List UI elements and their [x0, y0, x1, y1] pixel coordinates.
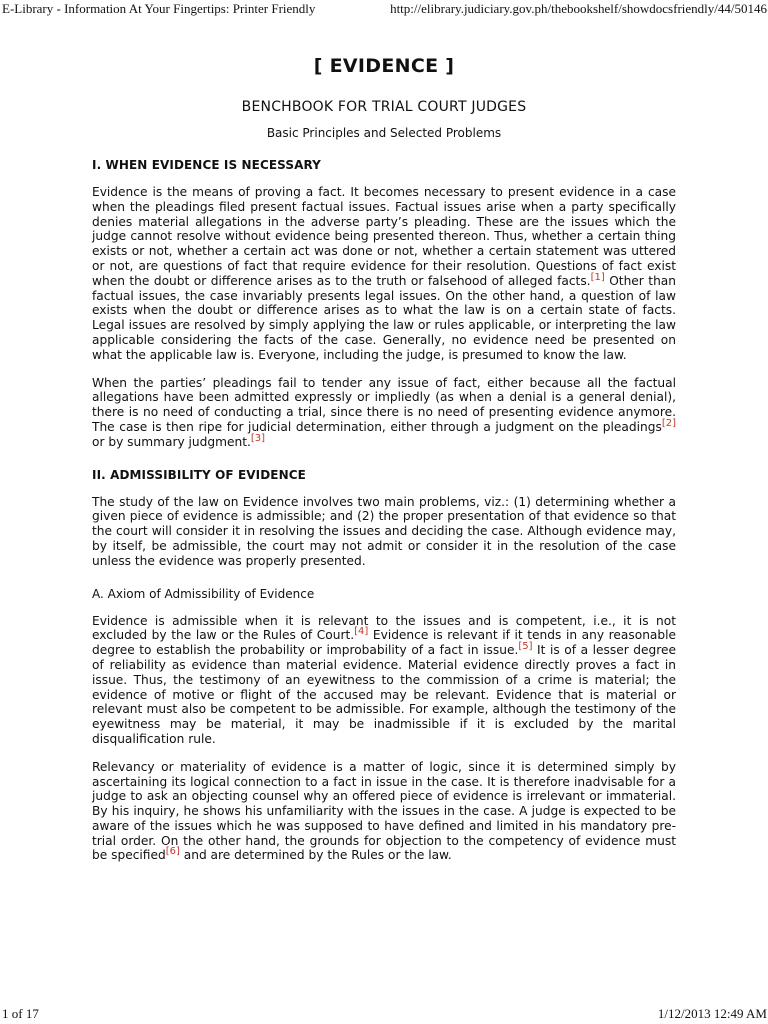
- paragraph-2: [92, 376, 676, 450]
- paragraph-4-text-a: Evidence is admissible when it is relevant to the issues and is competent, i.e., it is not excluded by the law or the Rules of Court.: [92, 613, 676, 643]
- paragraph-4-text-c: It is of a lesser degree of reliability as evidence than material evidence. Material evidence directly proves a fact in issue. Thus, the testimony of an eyewitness to the commission of a crime is material; the evidence of motive or flight of the accused may be relevant. Evidence that is material or relevant must also be competent to be admissible. For example, although the testimony of the eyewitness may be material, it may be inadmissible if it is excluded by the marital disqualification rule.: [92, 643, 676, 746]
- paragraph-5: [92, 760, 676, 864]
- paragraph-5-text-b: and are determined by the Rules or the law.: [179, 848, 452, 863]
- subsection-heading-axiom: A. Axiom of Admissibility of Evidence: [92, 586, 315, 601]
- footnote-link-6[interactable]: [6]: [165, 846, 180, 858]
- paragraph-1-text-a: Evidence is the means of proving a fact. It becomes necessary to present evidence in a case when the pleadings filed present factual issues. Factual issues arise when a party specifically denies material allegations in the adverse party’s pleading. These are the issues which the judge cannot resolve without evidence being presented thereon. Thus, whether a certain thing exists or not, whether a certain act was done or not, whether a certain statement was uttered or not, are questions of fact that require evidence for their resolution. Questions of fact exist when the doubt or difference arises as to the truth or falsehood of alleged facts.: [92, 185, 676, 288]
- paragraph-2-text-b: or by summary judgment.: [92, 434, 251, 449]
- paragraph-1: [92, 185, 676, 363]
- page-counter: 1 of 17: [2, 1006, 39, 1021]
- document-title: [ EVIDENCE ]: [313, 55, 455, 77]
- paragraph-3: The study of the law on Evidence involves two main problems, viz.: (1) determining whether a given piece of evidence is admissible; and (2) the proper presentation of that evidence so that the court will consider it in resolving the issues and deciding the case. Although evidence may, by itself, be admissible, the court may not admit or consider it in the resolution of the case unless the evidence was properly presented.: [92, 494, 676, 568]
- footnote-link-3[interactable]: [3]: [250, 432, 266, 444]
- print-header-url: http://elibrary.judiciary.gov.ph/thebookshelf/showdocsfriendly/44/50146: [390, 1, 767, 16]
- footnote-link-2[interactable]: [2]: [661, 417, 676, 429]
- paragraph-1-text-b: Other than factual issues, the case invariably presents legal issues. On the other hand, a question of law exists when the doubt or difference arises as to what the law is on a certain state of facts. Legal issues are resolved by simply applying the law or rules applicable, or interpreting the law applicable considering the facts of the case. Generally, no evidence need be presented on what the applicable law is. Everyone, including the judge, is presumed to know the law.: [92, 273, 676, 362]
- paragraph-4: [92, 614, 676, 747]
- section-heading-when-evidence-necessary: I. WHEN EVIDENCE IS NECESSARY: [92, 158, 321, 172]
- document-subsubtitle: Basic Principles and Selected Problems: [266, 126, 502, 140]
- print-header-title: E-Library - Information At Your Fingertips: Printer Friendly: [2, 1, 316, 16]
- document-body: [92, 50, 676, 863]
- section-heading-admissibility: II. ADMISSIBILITY OF EVIDENCE: [92, 467, 306, 482]
- print-timestamp: 1/12/2013 12:49 AM: [657, 1006, 767, 1021]
- document-subtitle: BENCHBOOK FOR TRIAL COURT JUDGES: [241, 99, 527, 115]
- paragraph-5-text-a: Relevancy or materiality of evidence is a matter of logic, since it is determined simply by ascertaining its logical connection to a fact in issue in the case. It is therefore inadvisable for a judge to ask an objecting counsel why an offered piece of evidence is irrelevant or immaterial. By his inquiry, he shows his unfamiliarity with the issues in the case. A judge is expected to be aware of the issues which he was supposed to have defined and limited in his mandatory pre-trial order. On the other hand, the grounds for objection to the competency of evidence must be specified: [92, 759, 676, 863]
- footnote-link-4[interactable]: [4]: [354, 626, 369, 638]
- footnote-link-5[interactable]: [5]: [518, 641, 533, 653]
- footnote-link-1[interactable]: [1]: [590, 271, 605, 283]
- paragraph-4-text-b: Evidence is relevant if it tends in any reasonable degree to establish the probability or improbability of a fact in issue.: [92, 628, 677, 658]
- paragraph-2-text-a: When the parties’ pleadings fail to tender any issue of fact, either because all the factual allegations have been admitted expressly or impliedly (as when a denial is a general denial), there is no need of conducting a trial, since there is no need of presenting evidence anymore. The case is then ripe for judicial determination, either through a judgment on the pleadings: [92, 375, 676, 434]
